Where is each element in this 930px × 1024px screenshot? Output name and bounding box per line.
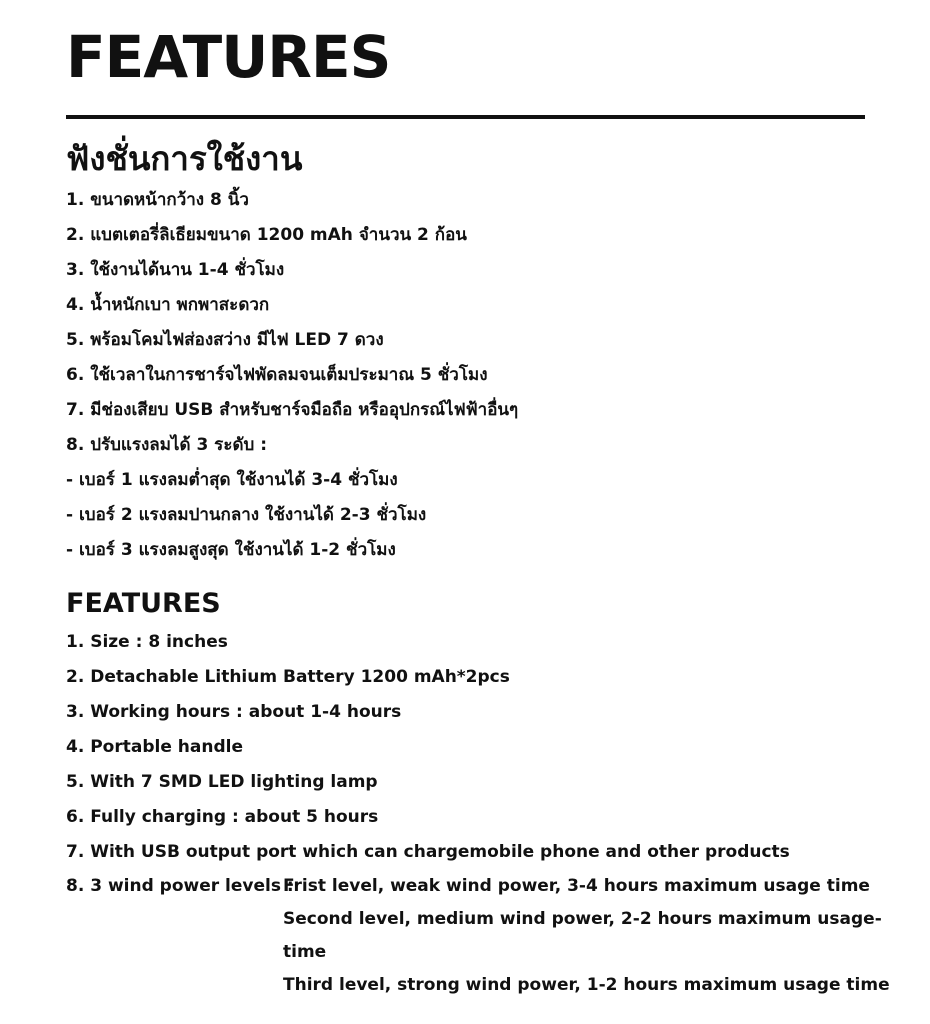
thai-section-heading: ฟังชั่นการใช้งาน [66, 139, 303, 178]
wind-level-text: Second level, medium wind power, 2-2 hours maximum usage- [283, 909, 882, 929]
thai-feature-item: 4. น้ำหนักเบา พกพาสะดวก [66, 295, 270, 315]
wind-label-spacer [66, 936, 283, 969]
thai-feature-item: 7. มีช่องเสียบ USB สำหรับชาร์จมือถือ หรืออุปกรณ์ไฟฟ้าอื่นๆ [66, 400, 519, 420]
english-feature-list [66, 625, 790, 870]
wind-level-text: Third level, strong wind power, 1-2 hours maximum usage time [283, 975, 890, 995]
wind-label-spacer [66, 903, 283, 936]
wind-level-row [66, 903, 882, 936]
wind-label-spacer [66, 969, 283, 1002]
english-feature-item: 3. Working hours : about 1-4 hours [66, 702, 402, 722]
english-feature-item: 1. Size : 8 inches [66, 632, 228, 652]
wind-level-row [66, 870, 870, 903]
title-divider [66, 115, 865, 119]
english-section-heading: FEATURES [66, 588, 221, 619]
wind-level-text: Frist level, weak wind power, 3-4 hours maximum usage time [283, 876, 870, 896]
english-wind-levels [66, 870, 890, 1002]
english-feature-item: 6. Fully charging : about 5 hours [66, 807, 379, 827]
wind-levels-label: 8. 3 wind power levels : [66, 876, 294, 896]
english-feature-item: 7. With USB output port which can chargemobile phone and other products [66, 842, 790, 862]
english-feature-item: 5. With 7 SMD LED lighting lamp [66, 772, 378, 792]
thai-feature-item: 2. แบตเตอรี่ลิเธียมขนาด 1200 mAh จำนวน 2 ก้อน [66, 225, 467, 245]
thai-feature-item: 5. พร้อมโคมไฟส่องสว่าง มีไฟ LED 7 ดวง [66, 330, 384, 350]
thai-wind-level-item: - เบอร์ 1 แรงลมต่ำสุด ใช้งานได้ 3-4 ชั่วโมง [66, 470, 398, 490]
thai-feature-item: 6. ใช้เวลาในการชาร์จไฟพัดลมจนเต็มประมาณ 5 ชั่วโมง [66, 365, 488, 385]
thai-wind-level-item: - เบอร์ 2 แรงลมปานกลาง ใช้งานได้ 2-3 ชั่วโมง [66, 505, 427, 525]
wind-level-row [66, 936, 866, 969]
page-title: FEATURES [66, 23, 391, 91]
thai-wind-level-item: - เบอร์ 3 แรงลมสูงสุด ใช้งานได้ 1-2 ชั่วโมง [66, 540, 396, 560]
english-feature-item: 4. Portable handle [66, 737, 243, 757]
thai-feature-item: 3. ใช้งานได้นาน 1-4 ชั่วโมง [66, 260, 285, 280]
thai-feature-list [66, 183, 518, 568]
english-feature-item: 2. Detachable Lithium Battery 1200 mAh*2pcs [66, 667, 510, 687]
thai-feature-item: 8. ปรับแรงลมได้ 3 ระดับ : [66, 435, 267, 455]
wind-level-text: time [283, 942, 327, 962]
thai-feature-item: 1. ขนาดหน้ากว้าง 8 นิ้ว [66, 190, 249, 210]
wind-level-row [66, 969, 890, 1002]
